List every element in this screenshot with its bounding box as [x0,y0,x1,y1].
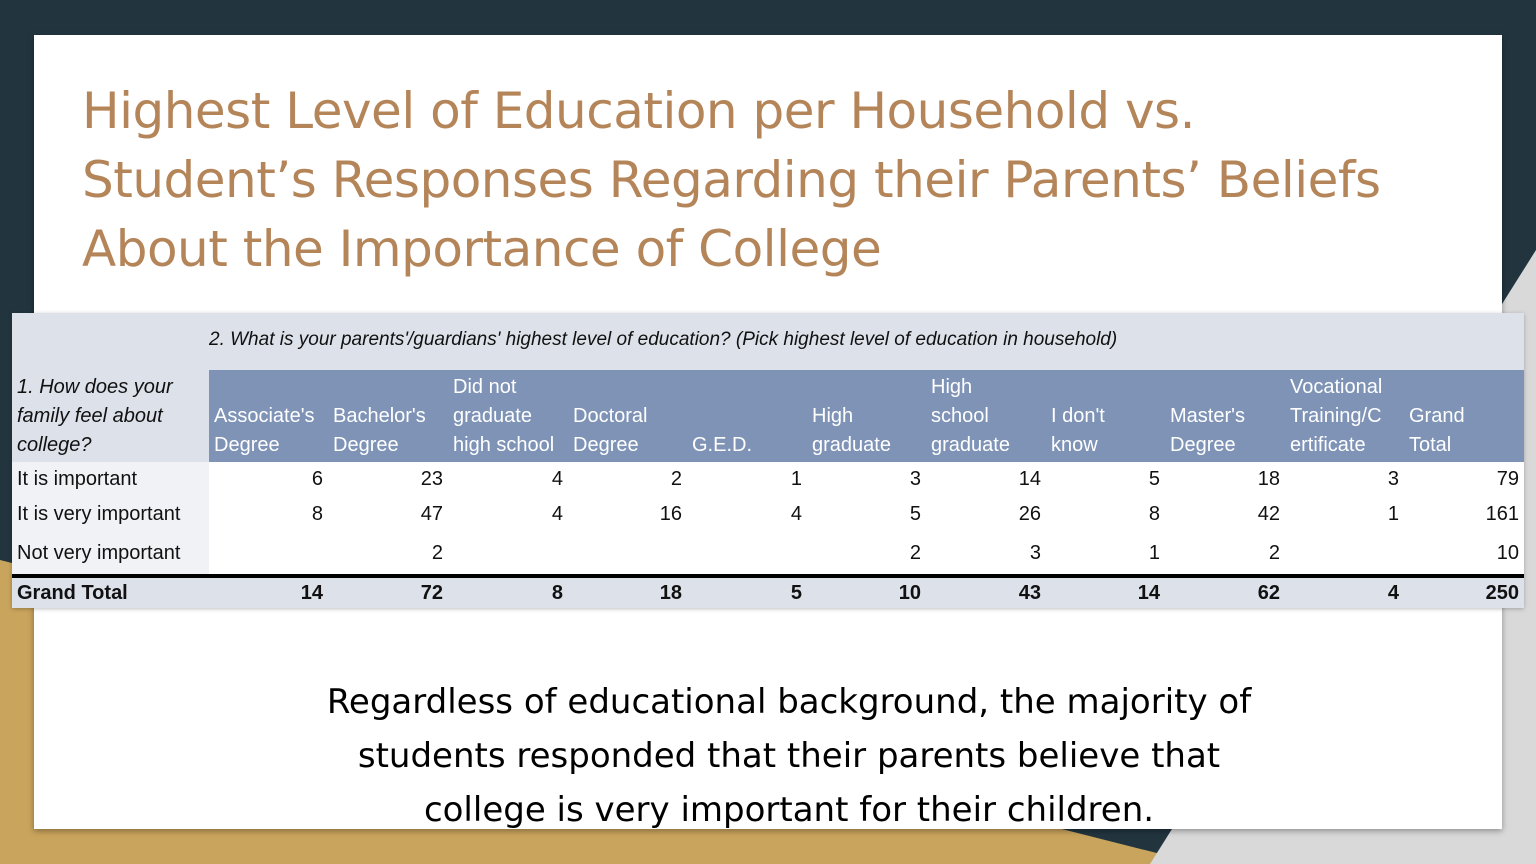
table-row [12,497,1524,532]
col-header-doctoral: Doctoral Degree [568,370,687,462]
total-cell: 14 [209,576,328,608]
table-cell: 10 [1496,541,1519,564]
table-cell: 2 [670,468,682,490]
col-header-ged: G.E.D. [687,370,807,462]
title-line: Student’s Responses Regarding their Parents’ Beliefs [82,151,1381,209]
total-cell: 14 [1046,576,1165,608]
total-cell: 72 [328,576,448,608]
table-cell: 1 [1148,541,1160,564]
slide-caption [34,675,1536,837]
row-question: 1. How does your family feel about college? [12,370,209,462]
total-cell: 4 [1285,576,1404,608]
col-header-high-graduate: High graduate [807,370,926,462]
table-cell: 18 [1257,468,1280,490]
col-header-did-not-graduate: Did not graduate high school [448,370,568,462]
caption-line: Regardless of educational background, the majority of [326,682,1252,722]
table-cell: 47 [420,503,443,525]
table-cell: 161 [1485,503,1519,525]
table-cell: 6 [311,468,323,490]
column-question: 2. What is your parents'/guardians' highest level of education? (Pick highest level of education in household) [209,329,1118,350]
table-cell: 42 [1257,503,1280,525]
slide-title [82,77,1472,284]
title-line: Highest Level of Education per Household vs. [82,82,1195,140]
table-cell: 4 [790,503,802,525]
col-header-dont-know: I don't know [1046,370,1165,462]
table-cell [687,532,807,576]
table-cell: 4 [551,468,563,490]
table-cell: 1 [1387,503,1399,525]
table-cell: 8 [311,503,323,525]
total-cell: 10 [807,576,926,608]
table-cell: 23 [420,468,443,490]
table-cell [448,532,568,576]
row-label: Not very important [12,532,209,576]
table-cell: 1 [790,468,802,490]
table-cell: 26 [1018,503,1041,525]
table-cell [568,532,687,576]
caption-line: students responded that their parents believe that [357,736,1221,776]
col-header-associates: Associate's Degree [209,370,328,462]
grand-total-row [12,576,1524,608]
table-cell [1285,532,1404,576]
table-cell [209,532,328,576]
table-cell: 16 [659,503,682,525]
column-question-bar [12,313,1524,370]
pivot-table [12,313,1524,608]
total-cell: 5 [687,576,807,608]
table-cell: 3 [1387,468,1399,490]
col-header-vocational: Vocational Training/C ertificate [1285,370,1404,462]
col-header-bachelors: Bachelor's Degree [328,370,448,462]
table-cell: 5 [909,503,921,525]
row-label: It is very important [12,497,209,532]
total-cell: 18 [568,576,687,608]
col-header-grand-total: Grand Total [1404,370,1524,462]
table-cell: 2 [1268,541,1280,564]
table-cell: 2 [431,541,443,564]
table-cell: 79 [1496,468,1519,490]
caption-line: college is very important for their children. [423,790,1155,830]
col-header-masters: Master's Degree [1165,370,1285,462]
total-cell: 62 [1165,576,1285,608]
row-label: Grand Total [12,576,209,608]
table-cell: 4 [551,503,563,525]
title-line: About the Importance of College [82,220,882,278]
table-cell: 3 [909,468,921,490]
total-cell: 43 [926,576,1046,608]
table-row [12,462,1524,497]
table-cell: 2 [909,541,921,564]
table-row [12,532,1524,576]
row-label: It is important [12,462,209,497]
total-cell: 8 [448,576,568,608]
data-table [12,370,1524,608]
total-cell: 250 [1404,576,1524,608]
table-cell: 8 [1148,503,1160,525]
col-header-high-school-graduate: High school graduate [926,370,1046,462]
table-cell: 14 [1018,468,1041,490]
table-cell: 5 [1148,468,1160,490]
header-row [12,370,1524,462]
table-cell: 3 [1029,541,1041,564]
